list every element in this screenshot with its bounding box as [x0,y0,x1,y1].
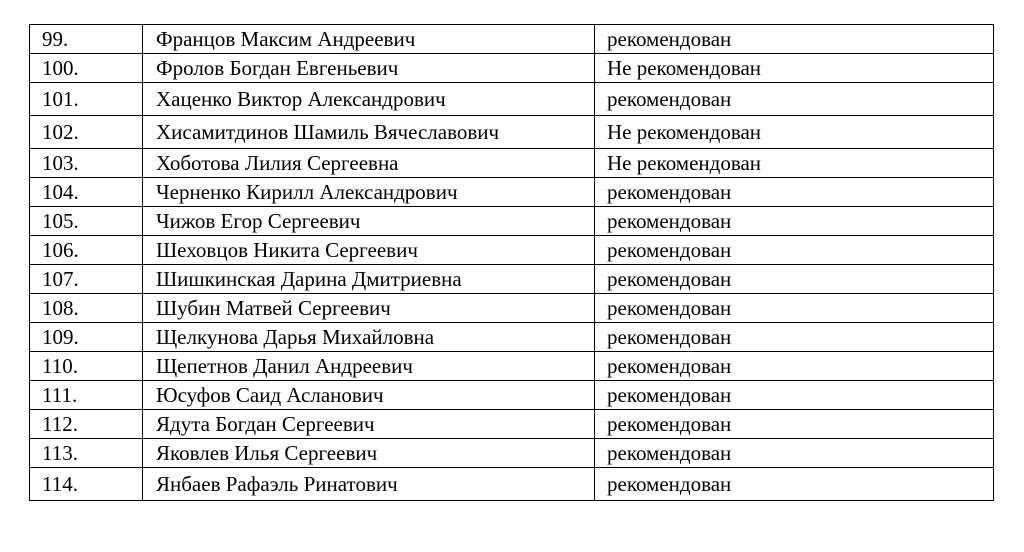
row-number: 99. [30,25,143,54]
row-number: 112. [30,410,143,439]
recommendation-status: рекомендован [595,83,994,116]
row-number: 114. [30,468,143,501]
table-row [30,265,994,294]
table-row [30,381,994,410]
table-row [30,25,994,54]
table-row [30,236,994,265]
recommendation-status: Не рекомендован [595,149,994,178]
row-number: 107. [30,265,143,294]
row-number: 110. [30,352,143,381]
student-name: Юсуфов Саид Асланович [143,381,595,410]
document-page [29,24,994,501]
table-row [30,410,994,439]
recommendation-status: Не рекомендован [595,54,994,83]
table-row [30,439,994,468]
row-number: 106. [30,236,143,265]
student-name: Хисамитдинов Шамиль Вячеславович [143,116,595,149]
row-number: 102. [30,116,143,149]
table-row [30,83,994,116]
row-number: 103. [30,149,143,178]
recommendation-status: рекомендован [595,468,994,501]
table-row [30,323,994,352]
table-row [30,178,994,207]
row-number: 101. [30,83,143,116]
table-row [30,207,994,236]
student-name: Щепетнов Данил Андреевич [143,352,595,381]
student-name: Янбаев Рафаэль Ринатович [143,468,595,501]
student-name: Фролов Богдан Евгеньевич [143,54,595,83]
student-name: Францов Максим Андреевич [143,25,595,54]
table-row [30,294,994,323]
table-row [30,116,994,149]
recommendation-status: рекомендован [595,381,994,410]
row-number: 105. [30,207,143,236]
student-name: Хаценко Виктор Александрович [143,83,595,116]
student-name: Яковлев Илья Сергеевич [143,439,595,468]
student-name: Шубин Матвей Сергеевич [143,294,595,323]
student-name: Ядута Богдан Сергеевич [143,410,595,439]
recommendation-status: рекомендован [595,207,994,236]
recommendation-status: рекомендован [595,410,994,439]
recommendation-status: рекомендован [595,439,994,468]
row-number: 100. [30,54,143,83]
row-number: 113. [30,439,143,468]
table-row [30,149,994,178]
row-number: 104. [30,178,143,207]
recommendation-status: рекомендован [595,25,994,54]
recommendation-status: рекомендован [595,236,994,265]
table-body [30,25,994,501]
recommendation-status: Не рекомендован [595,116,994,149]
student-name: Щелкунова Дарья Михайловна [143,323,595,352]
recommendation-status: рекомендован [595,265,994,294]
row-number: 109. [30,323,143,352]
table-row [30,54,994,83]
recommendation-status: рекомендован [595,294,994,323]
table-row [30,352,994,381]
student-name: Шеховцов Никита Сергеевич [143,236,595,265]
recommendation-status: рекомендован [595,178,994,207]
recommendation-table [29,24,994,501]
row-number: 111. [30,381,143,410]
student-name: Чижов Егор Сергеевич [143,207,595,236]
table-row [30,468,994,501]
student-name: Хоботова Лилия Сергеевна [143,149,595,178]
recommendation-status: рекомендован [595,323,994,352]
student-name: Шишкинская Дарина Дмитриевна [143,265,595,294]
student-name: Черненко Кирилл Александрович [143,178,595,207]
row-number: 108. [30,294,143,323]
recommendation-status: рекомендован [595,352,994,381]
